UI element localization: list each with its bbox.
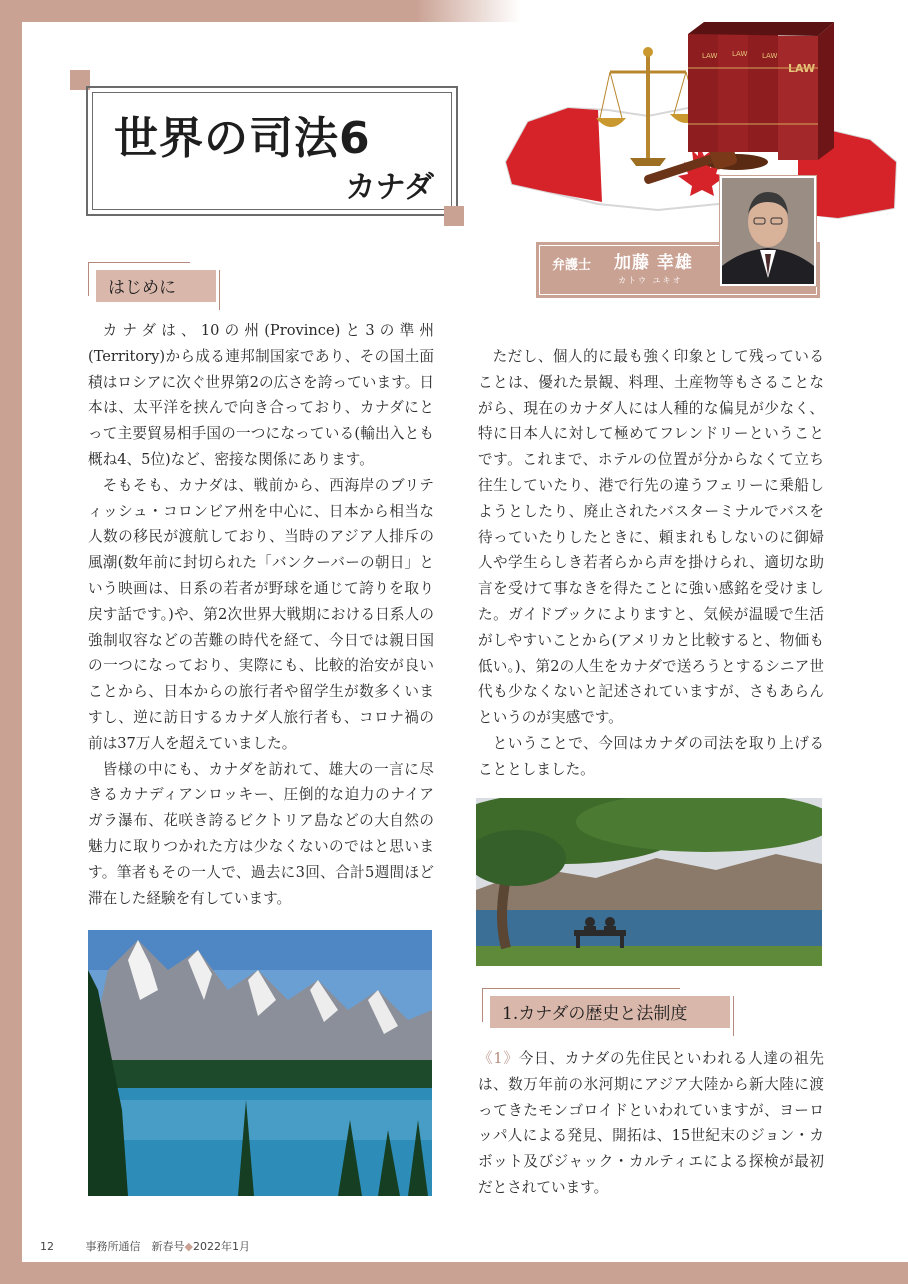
body-paragraph: ということで、今回はカナダの司法を取り上げることとしました。 (478, 734, 824, 778)
page-frame-left (0, 0, 22, 1284)
paragraph-text: 今日、カナダの先住民といわれる人達の祖先は、数万年前の氷河期にアジア大陸から新大陸に渡ってきたモンゴロイドといわれていますが、ヨーロッパ人による発見、開拓は、15世紀末のジョン・カボット及びジャック・カルティエによる探検が最初だとされています。 (478, 1050, 824, 1196)
body-paragraph: カナダは、10の州(Province)と3の準州(Territory)から成る連邦制国家であり、その国土面積はロシアに次ぐ世界第2の広さを誇っています。日本は、太平洋を挟んで向き合っており、カナダにとって主要貿易相手国の一つになっている(輸出入とも概ね4、5位)など、密接な関係にあります。 (88, 322, 434, 468)
book-spine-label: LAW (762, 52, 778, 60)
paragraph-marker: 《1》 (478, 1050, 519, 1067)
author-name: 加藤 幸雄 (614, 253, 693, 273)
book-spine-label: LAW (732, 50, 748, 58)
page-title: 世界の司法6 (114, 113, 371, 164)
publication-date: 2022年1月 (192, 1240, 250, 1253)
history-text (478, 1046, 824, 1201)
section-heading-label: はじめに (108, 278, 176, 298)
section-heading-history (482, 988, 730, 1028)
body-paragraph: 皆様の中にも、カナダを訪れて、雄大の一言に尽きるカナディアンロッキー、圧倒的な迫力のナイアガラ瀑布、花咲き誇るビクトリア島などの大自然の魅力に取りつかれた方は少なくないのではと思います。筆者もその一人で、過去に3回、合計5週間ほど滞在した経験を有しています。 (88, 760, 434, 907)
publication-name: 事務所通信 新春号 (85, 1240, 185, 1253)
author-name-kana: カトウ ユキオ (618, 276, 683, 285)
page-number: 12 (40, 1240, 54, 1253)
lake-bench-photo (476, 798, 822, 966)
section-heading-label: 1.カナダの歴史と法制度 (502, 1004, 688, 1024)
page-frame-bottom (0, 1262, 908, 1284)
page-subtitle: カナダ (345, 170, 434, 205)
book-cover-label: LAW (788, 62, 816, 75)
moraine-lake-photo (88, 930, 432, 1196)
left-column-text (88, 318, 434, 911)
section-heading-intro (88, 262, 216, 302)
law-books-icon (688, 22, 834, 160)
body-paragraph: そもそも、カナダは、戦前から、西海岸のブリティッシュ・コロンビア州を中心に、日本から相当な人数の移民が渡航しており、当時のアジア人排斥の風潮(数年前に封切られた「バンクーバーの朝日」という映画は、日系の若者が野球を通じて誇りを取り戻す話です。)や、第2次世界大戦期における日系人の強制収容などの苦難の時代を経て、今日では親日国の一つになっており、実際にも、比較的治安が良いことから、日本からの旅行者や留学生が数多くいますし、逆に訪日するカナダ人旅行者も、コロナ禍の前は37万人を超えていました。 (88, 476, 434, 752)
author-portrait (720, 176, 816, 286)
body-paragraph (478, 1046, 824, 1201)
title-corner-square (444, 206, 464, 226)
book-spine-label: LAW (702, 52, 718, 60)
right-column-text (478, 344, 824, 783)
hero-illustration (498, 12, 898, 232)
page-footer (40, 1238, 250, 1254)
author-role: 弁護士 (552, 258, 592, 273)
body-paragraph: ただし、個人的に最も強く印象として残っていることは、優れた景観、料理、土産物等もさることながら、現在のカナダ人には人種的な偏見が少なく、特に日本人に対して極めてフレンドリーということです。これまで、ホテルの位置が分からなくて立ち往生していたり、港で行先の違うフェリーに乗船しようとしたり、廃止されたバスターミナルでバスを待っていたりしたときに、頼まれもしないのに御婦人や学生らしき若者らから声を掛けられ、適切な助言を受けて事なきを得たことに強い感銘を受けました。ガイドブックによりますと、気候が温暖で生活がしやすいことから(アメリカと比較すると、物価も低い。)、第2の人生をカナダで送ろうとするシニア世代も少なくないと記述されていますが、さもあらんというのが実感です。 (478, 348, 824, 727)
title-box (86, 86, 458, 216)
page-frame-top (0, 0, 520, 22)
diamond-separator-icon: ◆ (184, 1240, 193, 1253)
